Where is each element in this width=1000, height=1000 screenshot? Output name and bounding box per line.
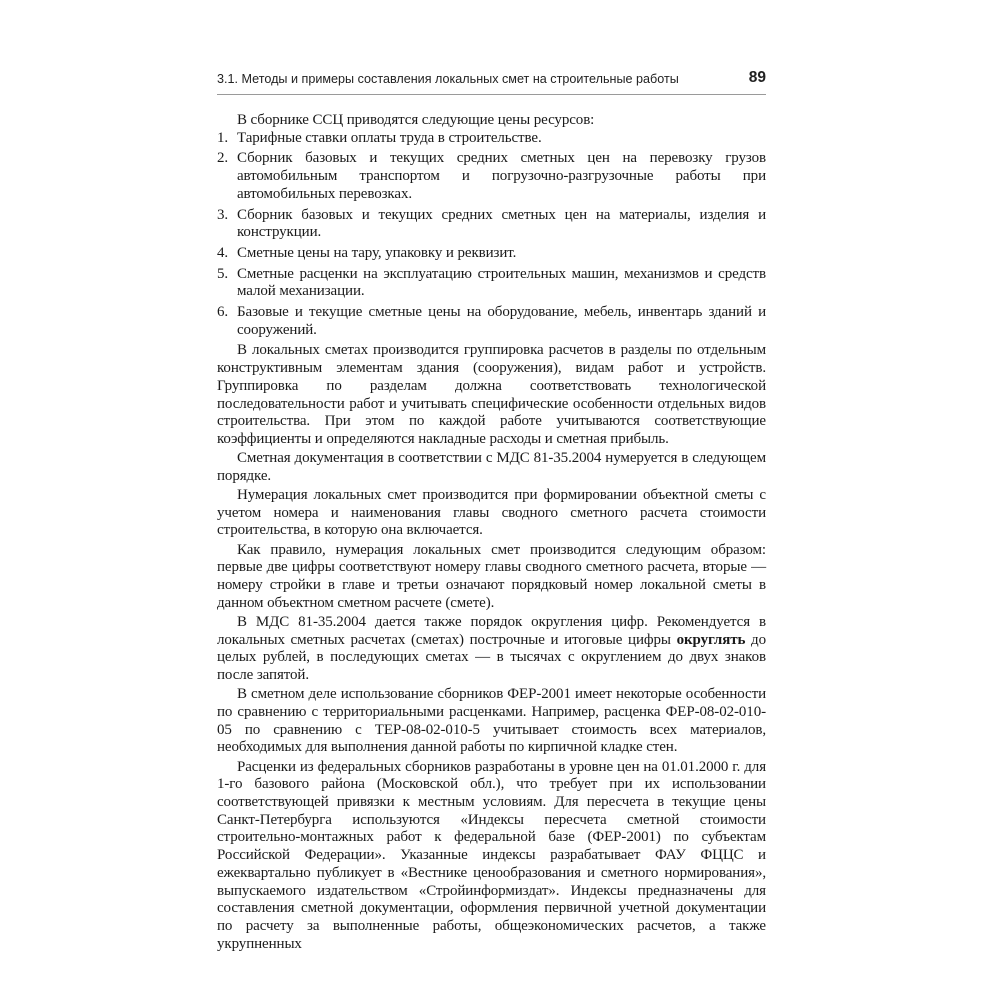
paragraph-numbering-scheme: Как правило, нумерация локальных смет производится следующим образом: первые две цифры соответствуют номеру главы сводного сметного расчета, вторые — номеру стройки в главе и третьи означают порядковый номер локальной сметы в данном объектном сметном расчете (смете). (217, 541, 766, 611)
list-item-text: Сборник базовых и текущих средних сметных цен на перевозку грузов автомобильным транспортом и погрузочно-разгрузочные работы при автомобильных перевозках. (237, 150, 766, 202)
list-item-number: 6. (217, 304, 229, 321)
paragraph-local-estimate-numbering: Нумерация локальных смет производится при формировании объектной сметы с учетом номера и наименования главы сводного сметного расчета стоимости строительства, в которую она включается. (217, 487, 766, 539)
resource-list (217, 130, 766, 340)
rounding-text-before: В МДС 81-35.2004 дается также порядок округления цифр. Рекомендуется в локальных сметных расчетах (сметах) построчные и итоговые цифры (217, 613, 766, 648)
list-item (217, 304, 766, 339)
running-header (217, 70, 766, 95)
page-number: 89 (748, 69, 766, 86)
list-item (217, 150, 766, 203)
paragraph-fer-features: В сметном деле использование сборников ФЕР-2001 имеет некоторые особенности по сравнению с территориальными расценками. Например, расценка ФЕР-08-02-010-05 по сравнению с ТЕР-08-02-010-5 учитывает стоимость всех материалов, необходимых для выполнения данной работы по кирпичной кладке стен. (217, 686, 766, 756)
list-item (217, 266, 766, 301)
paragraph-federal-rates: Расценки из федеральных сборников разработаны в уровне цен на 01.01.2000 г. для 1-го базового района (Московской обл.), что требует при их использовании соответствующей привязки к местным условиям. Для пересчета в текущие цены Санкт-Петербурга используются «Индексы пересчета сметной стоимости строительно-монтажных работ к федеральной базе (ФЕР-2001) по субъектам Российской Федерации». Указанные индексы разрабатывает ФАУ ФЦЦС и ежеквартально публикует в «Вестнике ценообразования и сметного нормирования», выпускаемого издательством «Стройинформиздат». Индексы предназначены для составления сметной документации, оформления первичной учетной документации по расчету за выполненные работы, общеэкономических расчетов, а также укрупненных (217, 758, 766, 952)
list-item-number: 5. (217, 265, 229, 282)
body-text (217, 112, 766, 955)
list-item-text: Сметные цены на тару, упаковку и реквизит. (237, 244, 517, 261)
list-item-text: Тарифные ставки оплаты труда в строительстве. (237, 129, 542, 146)
list-item-number: 1. (217, 129, 229, 146)
list-item (217, 207, 766, 242)
list-item-text: Базовые и текущие сметные цены на оборудование, мебель, инвентарь зданий и сооружений. (237, 304, 766, 338)
paragraph-grouping: В локальных сметах производится группировка расчетов в разделы по отдельным конструктивным элементам здания (сооружения), видам работ и устройств. Группировка по разделам должна соответствовать технологической последовательности работ и учитывать специфические особенности отдельных видов строительства. При этом по каждой работе учитываются соответствующие коэффициенты и определяются накладные расходы и сметная прибыль. (217, 342, 766, 447)
list-item (217, 245, 766, 263)
list-item-number: 2. (217, 150, 229, 167)
header-title: 3.1. Методы и примеры составления локальных смет на строительные работы (217, 72, 679, 86)
rounding-text-after: до целых рублей, в последующих сметах — в тысячах с округлением до двух знаков после запятой. (217, 631, 766, 684)
list-item-text: Сметные расценки на эксплуатацию строительных машин, механизмов и средств малой механизации. (237, 265, 766, 300)
paragraph-numbering-order: Сметная документация в соответствии с МДС 81-35.2004 нумеруется в следующем порядке. (217, 450, 766, 484)
list-item-text: Сборник базовых и текущих средних сметных цен на материалы, изделия и конструкции. (237, 206, 766, 241)
list-item (217, 130, 766, 148)
list-item-number: 4. (217, 244, 229, 261)
list-item-number: 3. (217, 206, 229, 223)
paragraph-rounding (217, 614, 766, 685)
intro-paragraph: В сборнике ССЦ приводятся следующие цены ресурсов: (237, 112, 595, 128)
rounding-bold-term: округлять (676, 631, 746, 648)
